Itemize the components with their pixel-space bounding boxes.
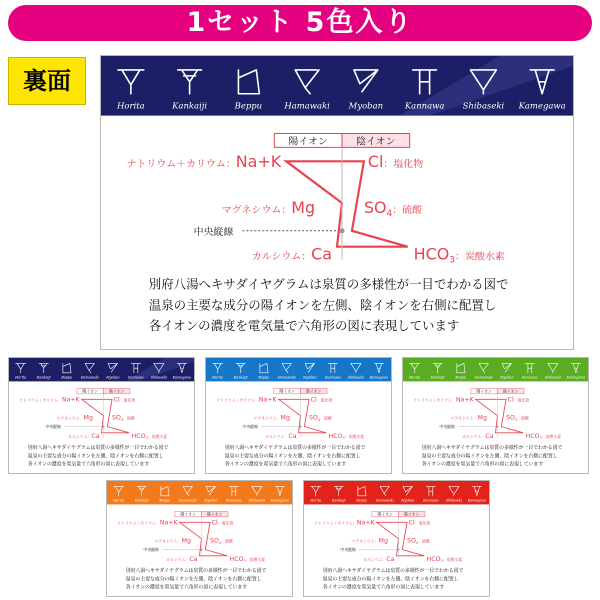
- set-title: 1セット 5色入り: [186, 7, 414, 38]
- hot-spring-name: Kannawa: [404, 100, 445, 111]
- header-anion: 陰イオン: [356, 136, 396, 148]
- hot-spring-name: Myoban: [303, 375, 317, 380]
- hot-spring-name: Hamawaki: [277, 375, 296, 380]
- label-magnesium: マグネシウム：Mg: [221, 197, 316, 217]
- description-line: 別府八湯へキサダイヤグラムは泉質の多様性が一目でわかる図で: [421, 445, 563, 452]
- header-cation: 陽イオン: [476, 388, 492, 394]
- label-sulfate: SO4：硫酸: [506, 414, 529, 422]
- header-cation: 陽イオン: [82, 388, 98, 394]
- label-sulfate: SO4：硫酸: [363, 197, 423, 219]
- hot-spring-name: Hamawaki: [80, 375, 99, 380]
- center-axis-label: 中央縦線: [439, 424, 455, 430]
- header-anion: 陰イオン: [206, 511, 223, 517]
- hot-spring-name: Hamawaki: [178, 498, 197, 503]
- label-magnesium: マグネシウム：Mg: [351, 537, 388, 545]
- hot-spring-name: Kamegawa: [270, 498, 290, 503]
- hot-spring-name: Horita: [409, 375, 421, 380]
- description-line: 各イオンの濃度を電気量で六角形の図に表現しています: [125, 584, 248, 591]
- card-back-orange: [106, 480, 293, 597]
- hot-spring-name: Kamegawa: [518, 100, 566, 111]
- hot-spring-name: Kannawa: [423, 498, 439, 503]
- label-sodium-potassium: ナトリウム＋カリウム：Na+K: [117, 519, 178, 527]
- center-axis-label: 中央縦線: [193, 226, 234, 238]
- hot-spring-name: Kannawa: [325, 375, 341, 380]
- label-sulfate: SO4：硫酸: [112, 414, 135, 422]
- hot-spring-name: Myoban: [500, 375, 514, 380]
- header-anion: 陰イオン: [305, 388, 322, 394]
- center-axis-marker: [200, 549, 202, 551]
- back-side-label: [8, 57, 86, 105]
- description-line: 温泉の主要な成分の陽イオンを左側、陰イオンを右側に配置し: [125, 576, 262, 583]
- hot-spring-name: Shibaseki: [150, 375, 167, 380]
- header-cation: 陽イオン: [180, 511, 196, 517]
- hot-spring-name: Beppu: [61, 375, 73, 380]
- center-axis-label: 中央縦線: [45, 424, 61, 430]
- hot-spring-name: Myoban: [106, 375, 120, 380]
- hot-spring-name: Shibaseki: [544, 375, 561, 380]
- hot-spring-name: Horita: [117, 100, 145, 111]
- description-line: 各イオンの濃度を電気量で六角形の図に表現しています: [148, 318, 460, 334]
- center-axis-marker: [496, 426, 498, 428]
- card-graphic: [101, 56, 573, 349]
- hot-spring-name: Shibaseki: [248, 498, 265, 503]
- hot-spring-name: Kamegawa: [369, 375, 389, 380]
- label-calcium: カルシウム：Ca: [363, 555, 395, 563]
- description-line: 各イオンの濃度を電気量で六角形の図に表現しています: [421, 461, 544, 468]
- label-bicarbonate: HCO3：炭酸水素: [229, 555, 266, 564]
- label-sulfate: SO4：硫酸: [210, 537, 233, 545]
- description-line: 各イオンの濃度を電気量で六角形の図に表現しています: [322, 584, 445, 591]
- description-line: 温泉の主要な成分の陽イオンを左側、陰イオンを右側に配置し: [224, 453, 361, 460]
- label-magnesium: マグネシウム：Mg: [56, 414, 93, 422]
- label-bicarbonate: HCO3：炭酸水素: [426, 555, 463, 564]
- card-back-navy-large: [100, 55, 574, 350]
- description-line: 別府八湯へキサダイヤグラムは泉質の多様性が一目でわかる図で: [224, 445, 366, 452]
- label-magnesium: マグネシウム：Mg: [253, 414, 290, 422]
- set-title-banner: [8, 5, 592, 41]
- hot-spring-name: Beppu: [234, 100, 263, 111]
- label-sodium-potassium: ナトリウム＋カリウム：Na+K: [126, 152, 282, 172]
- hot-spring-name: Beppu: [356, 498, 368, 503]
- label-bicarbonate: HCO3：炭酸水素: [328, 432, 365, 441]
- label-chloride: Cl：塩化物: [507, 396, 530, 404]
- description-line: 別府八湯へキサダイヤグラムは泉質の多様性が一目でわかる図で: [148, 276, 509, 292]
- header-anion: 陰イオン: [502, 388, 519, 394]
- center-axis-marker: [102, 426, 104, 428]
- card-graphic: [9, 358, 194, 473]
- hot-spring-name: Shibaseki: [462, 100, 505, 111]
- hot-spring-name: Horita: [113, 498, 125, 503]
- hot-spring-name: Kankaiji: [233, 375, 248, 380]
- description-line: 温泉の主要な成分の陽イオンを左側、陰イオンを右側に配置し: [27, 453, 164, 460]
- header-cation: 陽イオン: [288, 136, 328, 148]
- label-calcium: カルシウム：Ca: [166, 555, 198, 563]
- hot-spring-name: Kannawa: [226, 498, 242, 503]
- hot-spring-name: Kamegawa: [467, 498, 487, 503]
- card-back-red: [303, 480, 490, 597]
- description-line: 各イオンの濃度を電気量で六角形の図に表現しています: [27, 461, 150, 468]
- label-magnesium: マグネシウム：Mg: [154, 537, 191, 545]
- label-chloride: Cl：塩化物: [211, 519, 234, 527]
- label-sodium-potassium: ナトリウム＋カリウム：Na+K: [413, 396, 474, 404]
- label-chloride: Cl：塩化物: [310, 396, 333, 404]
- label-bicarbonate: HCO3：炭酸水素: [525, 432, 562, 441]
- description-line: 温泉の主要な成分の陽イオンを左側、陰イオンを右側に配置し: [322, 576, 459, 583]
- description-line: 温泉の主要な成分の陽イオンを左側、陰イオンを右側に配置し: [421, 453, 558, 460]
- hot-spring-name: Kamegawa: [566, 375, 586, 380]
- hot-spring-name: Kankaiji: [172, 100, 208, 111]
- center-axis-label: 中央縦線: [143, 547, 159, 553]
- header-anion: 陰イオン: [403, 511, 420, 517]
- hot-spring-name: Hamawaki: [474, 375, 493, 380]
- hot-spring-name: Beppu: [159, 498, 171, 503]
- card-back-green: [402, 357, 589, 474]
- header-cation: 陽イオン: [279, 388, 295, 394]
- description-line: 別府八湯へキサダイヤグラムは泉質の多様性が一目でわかる図で: [125, 568, 267, 575]
- hot-spring-name: Shibaseki: [347, 375, 364, 380]
- card-graphic: [403, 358, 588, 473]
- label-chloride: Cl：塩化物: [408, 519, 431, 527]
- hot-spring-name: Myoban: [348, 100, 384, 111]
- card-graphic: [107, 481, 292, 596]
- description-line: 別府八湯へキサダイヤグラムは泉質の多様性が一目でわかる図で: [322, 568, 464, 575]
- hot-spring-name: Horita: [212, 375, 224, 380]
- card-graphic: [304, 481, 489, 596]
- hot-spring-name: Kankaiji: [430, 375, 445, 380]
- label-sulfate: SO4：硫酸: [407, 537, 430, 545]
- hot-spring-name: Kankaiji: [134, 498, 149, 503]
- label-chloride: Cl：塩化物: [367, 152, 424, 172]
- label-calcium: カルシウム：Ca: [68, 432, 100, 440]
- description-line: 各イオンの濃度を電気量で六角形の図に表現しています: [224, 461, 347, 468]
- label-calcium: カルシウム：Ca: [251, 244, 333, 264]
- label-magnesium: マグネシウム：Mg: [450, 414, 487, 422]
- back-side-label-text: 裏面: [23, 67, 71, 95]
- hot-spring-name: Kankaiji: [36, 375, 51, 380]
- label-bicarbonate: HCO3：炭酸水素: [131, 432, 168, 441]
- label-bicarbonate: HCO3：炭酸水素: [413, 244, 505, 266]
- label-chloride: Cl：塩化物: [113, 396, 136, 404]
- label-sodium-potassium: ナトリウム＋カリウム：Na+K: [216, 396, 277, 404]
- hot-spring-name: Horita: [15, 375, 27, 380]
- hot-spring-name: Hamawaki: [375, 498, 394, 503]
- card-back-blue: [205, 357, 392, 474]
- description-line: 別府八湯へキサダイヤグラムは泉質の多様性が一目でわかる図で: [27, 445, 169, 452]
- card-back-navy: [8, 357, 195, 474]
- label-calcium: カルシウム：Ca: [265, 432, 297, 440]
- hot-spring-name: Myoban: [204, 498, 218, 503]
- hot-spring-name: Kannawa: [128, 375, 144, 380]
- hot-spring-name: Horita: [310, 498, 322, 503]
- hot-spring-name: Myoban: [401, 498, 415, 503]
- label-sodium-potassium: ナトリウム＋カリウム：Na+K: [19, 396, 80, 404]
- center-axis-label: 中央縦線: [340, 547, 356, 553]
- label-calcium: カルシウム：Ca: [462, 432, 494, 440]
- label-sulfate: SO4：硫酸: [309, 414, 332, 422]
- label-sodium-potassium: ナトリウム＋カリウム：Na+K: [314, 519, 375, 527]
- center-axis-marker: [397, 549, 399, 551]
- center-axis-label: 中央縦線: [242, 424, 258, 430]
- center-axis-marker: [339, 228, 344, 233]
- hot-spring-name: Shibaseki: [445, 498, 462, 503]
- hot-spring-name: Beppu: [258, 375, 270, 380]
- hot-spring-name: Hamawaki: [284, 100, 330, 111]
- header-cation: 陽イオン: [377, 511, 393, 517]
- description-line: 温泉の主要な成分の陽イオンを左側、陰イオンを右側に配置し: [148, 297, 497, 313]
- card-graphic: [206, 358, 391, 473]
- hot-spring-name: Kamegawa: [172, 375, 192, 380]
- hot-spring-name: Kankaiji: [331, 498, 346, 503]
- hot-spring-name: Kannawa: [522, 375, 538, 380]
- center-axis-marker: [299, 426, 301, 428]
- header-anion: 陰イオン: [108, 388, 125, 394]
- hot-spring-name: Beppu: [455, 375, 467, 380]
